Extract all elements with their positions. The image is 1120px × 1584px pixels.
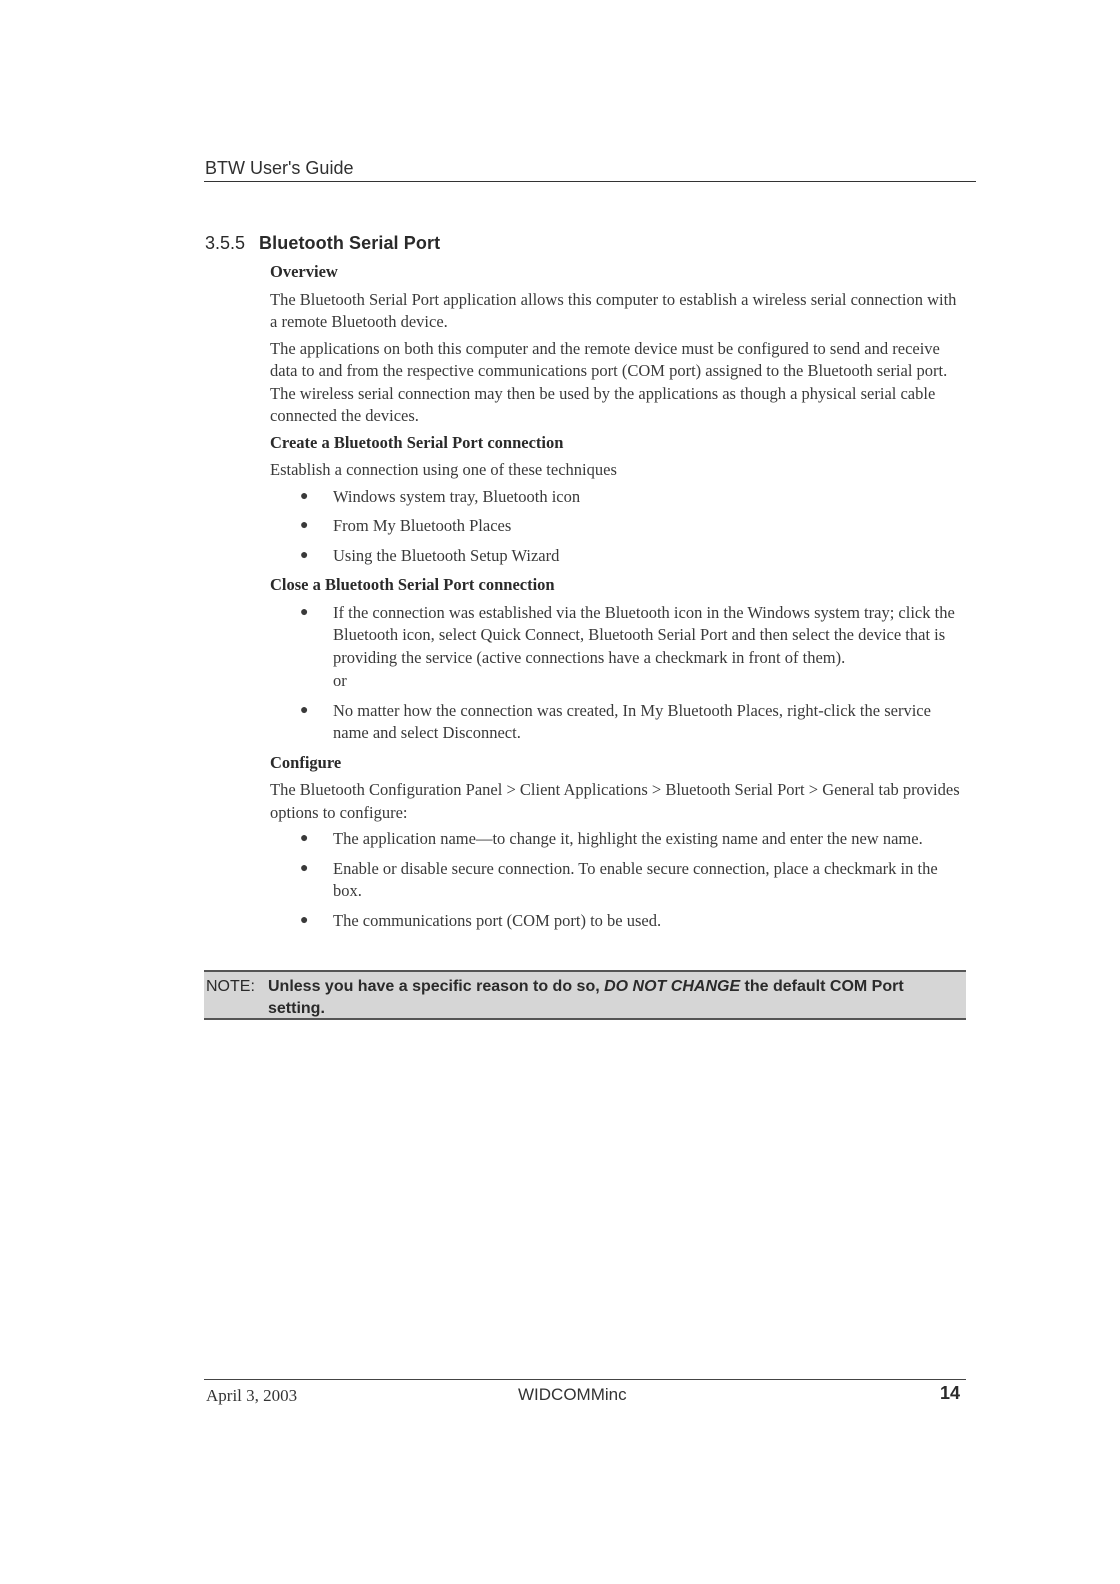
list-item bbox=[270, 700, 960, 745]
configure-heading: Configure bbox=[270, 752, 342, 772]
overview-paragraph-2: The applications on both this computer and the remote device must be configured to send and receive data to and from the respective communications port (COM port) assigned to the Bluetooth serial port. The wireless serial connection may then be used by the applications as though a physical serial cable connected the devices. bbox=[270, 338, 948, 425]
configure-list bbox=[270, 828, 960, 932]
list-item bbox=[270, 545, 960, 568]
create-intro: Establish a connection using one of these techniques bbox=[270, 460, 617, 479]
section-title: Bluetooth Serial Port bbox=[259, 233, 441, 253]
create-heading: Create a Bluetooth Serial Port connection bbox=[270, 432, 564, 452]
or-separator: or bbox=[333, 671, 347, 690]
list-item bbox=[270, 910, 960, 933]
list-item bbox=[270, 602, 960, 693]
note-box bbox=[204, 970, 966, 1020]
bullet-dot-icon: ● bbox=[300, 912, 309, 928]
list-item-text: No matter how the connection was created, In My Bluetooth Places, right-click the service name and select Disconnect. bbox=[333, 700, 931, 742]
list-item bbox=[270, 828, 960, 851]
note-text-before: Unless you have a specific reason to do so, bbox=[268, 978, 605, 995]
close-heading: Close a Bluetooth Serial Port connection bbox=[270, 575, 555, 594]
bullet-dot-icon: ● bbox=[300, 604, 309, 620]
note-label: NOTE: bbox=[206, 978, 255, 995]
list-item-text: Using the Bluetooth Setup Wizard bbox=[333, 545, 560, 565]
create-list bbox=[270, 486, 960, 568]
list-item bbox=[270, 858, 960, 903]
list-item-text: Windows system tray, Bluetooth icon bbox=[333, 486, 581, 506]
note-text bbox=[268, 976, 958, 1020]
footer-company: WIDCOMMinc bbox=[518, 1385, 627, 1404]
list-item-text: The application name—to change it, highlight the existing name and enter the new name. bbox=[333, 829, 923, 848]
running-header bbox=[205, 158, 975, 179]
bullet-dot-icon: ● bbox=[300, 547, 309, 563]
note-emphasis: DO NOT CHANGE bbox=[604, 978, 741, 995]
footer-date: April 3, 2003 bbox=[206, 1386, 298, 1405]
bullet-dot-icon: ● bbox=[300, 702, 309, 718]
section-heading bbox=[205, 233, 440, 254]
section-number: 3.5.5 bbox=[205, 233, 246, 253]
list-item-text: From My Bluetooth Places bbox=[333, 516, 512, 535]
bullet-dot-icon: ● bbox=[300, 488, 309, 504]
document-body bbox=[270, 261, 960, 939]
bullet-dot-icon: ● bbox=[300, 860, 309, 876]
footer-rule bbox=[204, 1379, 966, 1380]
close-list bbox=[270, 602, 960, 745]
bullet-dot-icon: ● bbox=[300, 831, 309, 846]
configure-intro: The Bluetooth Configuration Panel > Client Applications > Bluetooth Serial Port > General tab provides options to configure: bbox=[270, 780, 960, 822]
list-item bbox=[270, 515, 960, 538]
bullet-dot-icon: ● bbox=[300, 518, 309, 533]
list-item-text: The communications port (COM port) to be used. bbox=[333, 910, 662, 930]
overview-heading: Overview bbox=[270, 262, 338, 281]
list-item-text: If the connection was established via the Bluetooth icon in the Windows system tray; click the Bluetooth icon, select Quick Connect, Bluetooth Serial Port and then select the device that is providing the service (active connections have a checkmark in front of them). bbox=[333, 602, 955, 667]
page-number: 14 bbox=[940, 1383, 961, 1403]
header-title: BTW User's Guide bbox=[205, 158, 354, 178]
list-item bbox=[270, 486, 960, 509]
header-rule bbox=[204, 181, 976, 182]
overview-paragraph-1: The Bluetooth Serial Port application allows this computer to establish a wireless serial connection with a remote Bluetooth device. bbox=[270, 289, 957, 331]
note-text-after: the default COM Port setting. bbox=[268, 978, 904, 1017]
list-item-text: Enable or disable secure connection. To enable secure connection, place a checkmark in the box. bbox=[333, 858, 938, 900]
